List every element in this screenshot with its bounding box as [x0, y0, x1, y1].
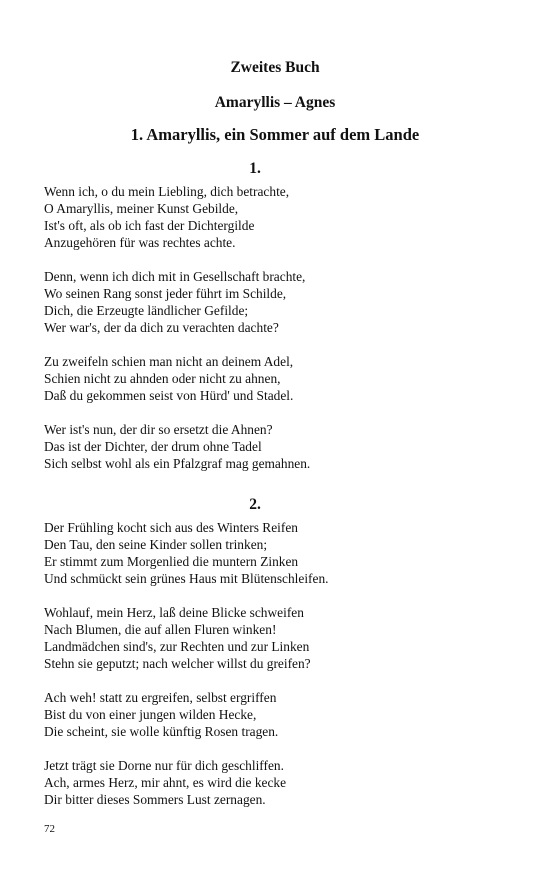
- stanza: [44, 689, 524, 740]
- part-title: Amaryllis – Agnes: [214, 94, 336, 111]
- verse-line: Und schmückt sein grünes Haus mit Blütenschleifen.: [44, 571, 329, 586]
- verse-line: Nach Blumen, die auf allen Fluren winken!: [44, 622, 277, 637]
- verse-line: Sich selbst wohl als ein Pfalzgraf mag gemahnen.: [44, 456, 311, 471]
- verse-line: Ach, armes Herz, mir ahnt, es wird die kecke: [44, 775, 287, 790]
- verse-line: Wer ist's nun, der dir so ersetzt die Ahnen?: [44, 422, 273, 437]
- verse-line: Wer war's, der da dich zu verachten dachte?: [44, 320, 279, 335]
- verse-line: Anzugehören für was rechtes achte.: [44, 235, 236, 250]
- verse-line: Dich, die Erzeugte ländlicher Gefilde;: [44, 303, 249, 318]
- sonnet-2: [44, 519, 524, 825]
- stanza: [44, 183, 524, 251]
- sonnet-1: [44, 183, 524, 489]
- verse-line: Ist's oft, als ob ich fast der Dichtergilde: [44, 218, 255, 233]
- page-number: 72: [44, 823, 55, 835]
- sonnet-number: 1.: [249, 160, 261, 177]
- stanza: [44, 268, 524, 336]
- stanza: [44, 604, 524, 672]
- stanza: [44, 519, 524, 587]
- stanza: [44, 757, 524, 808]
- verse-line: Schien nicht zu ahnden oder nicht zu ahnen,: [44, 371, 281, 386]
- stanza: [44, 353, 524, 404]
- verse-line: Bist du von einer jungen wilden Hecke,: [44, 707, 257, 722]
- verse-line: O Amaryllis, meiner Kunst Gebilde,: [44, 201, 239, 216]
- stanza: [44, 421, 524, 472]
- verse-line: Zu zweifeln schien man nicht an deinem Adel,: [44, 354, 294, 369]
- verse-line: Denn, wenn ich dich mit in Gesellschaft brachte,: [44, 269, 306, 284]
- verse-line: Die scheint, sie wolle künftig Rosen tragen.: [44, 724, 279, 739]
- verse-line: Stehn sie geputzt; nach welcher willst du greifen?: [44, 656, 311, 671]
- verse-line: Er stimmt zum Morgenlied die muntern Zinken: [44, 554, 299, 569]
- chapter-title: 1. Amaryllis, ein Sommer auf dem Lande: [130, 125, 420, 144]
- verse-line: Der Frühling kocht sich aus des Winters Reifen: [44, 520, 298, 535]
- verse-line: Den Tau, den seine Kinder sollen trinken;: [44, 537, 268, 552]
- verse-line: Daß du gekommen seist von Hürd' und Stadel.: [44, 388, 294, 403]
- verse-line: Wo seinen Rang sonst jeder führt im Schilde,: [44, 286, 287, 301]
- book-title: Zweites Buch: [230, 59, 320, 76]
- verse-line: Wohlauf, mein Herz, laß deine Blicke schweifen: [44, 605, 304, 620]
- verse-line: Das ist der Dichter, der drum ohne Tadel: [44, 439, 262, 454]
- verse-line: Landmädchen sind's, zur Rechten und zur Linken: [44, 639, 310, 654]
- verse-line: Dir bitter dieses Sommers Lust zernagen.: [44, 792, 266, 807]
- sonnet-number: 2.: [249, 496, 261, 513]
- verse-line: Jetzt trägt sie Dorne nur für dich geschliffen.: [44, 758, 284, 773]
- verse-line: Ach weh! statt zu ergreifen, selbst ergriffen: [44, 690, 277, 705]
- verse-line: Wenn ich, o du mein Liebling, dich betrachte,: [44, 184, 290, 199]
